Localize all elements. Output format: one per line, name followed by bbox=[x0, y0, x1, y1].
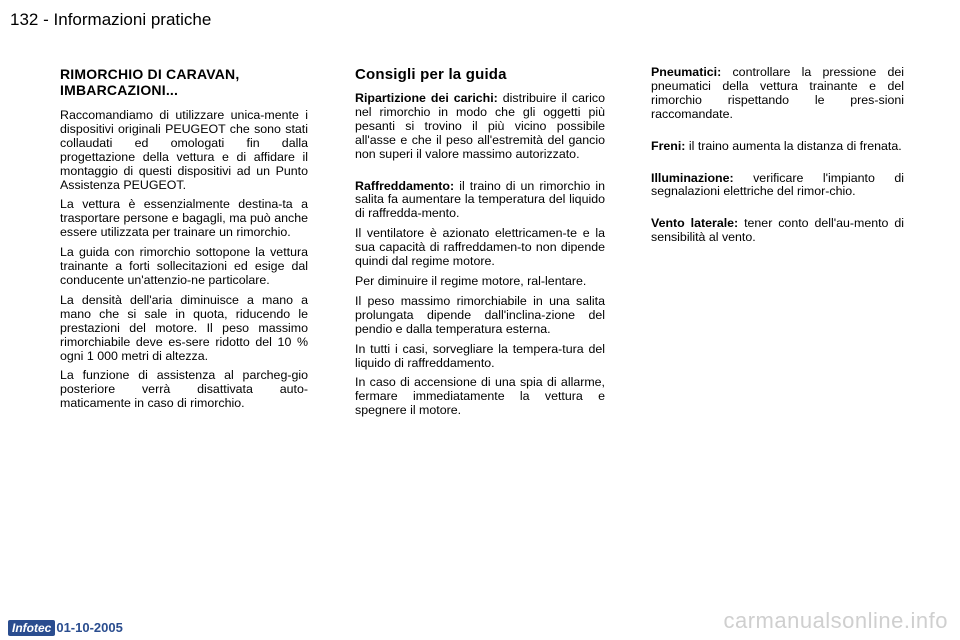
column-checks bbox=[651, 66, 904, 251]
cooling-text: il traino di un rimorchio in salita fa aumentare la temperatura del liquido di raffredda-mento. bbox=[355, 178, 605, 221]
watermark: carmanualsonline.info bbox=[723, 608, 948, 633]
paragraph-driver-attention: La guida con rimorchio sottopone la vettura trainante a forti sollecitazioni ed esige dal conducente un'attenzio-ne particolare. bbox=[60, 245, 308, 287]
footer-date: 01-10-2005 bbox=[56, 620, 123, 635]
infotec-logo: Infotec bbox=[8, 620, 55, 636]
paragraph-tyres bbox=[651, 66, 904, 122]
tyres-label: Pneumatici: bbox=[651, 65, 722, 79]
towing-heading bbox=[60, 66, 308, 98]
load-distribution-label: Ripartizione dei carichi: bbox=[355, 91, 498, 105]
lighting-label: Illuminazione: bbox=[651, 170, 734, 185]
paragraph-slow-down: Per diminuire il regime motore, ral-lentare. bbox=[355, 273, 587, 288]
brakes-text: il traino aumenta la distanza di frenata. bbox=[685, 138, 902, 153]
page-header bbox=[10, 10, 211, 30]
crosswind-label: Vento laterale: bbox=[651, 216, 739, 231]
brakes-label: Freni: bbox=[651, 138, 686, 153]
page-number: 132 bbox=[10, 10, 39, 29]
paragraph-vehicle-purpose: La vettura è essenzialmente destina-ta a trasportare persone e bagagli, ma può anche essere utilizzata per trainare un rimorchio. bbox=[60, 197, 308, 240]
paragraph-air-density: La densità dell'aria diminuisce a mano a mano che si sale in quota, riducendo le prestazioni del motore. Il peso massimo rimorchiabile deve es-sere ridotto del 10 % ogni 1 000 metri di altezza. bbox=[60, 292, 308, 363]
lighting-text: verificare l'impianto di segnalazioni elettriche del rimor-chio. bbox=[651, 170, 904, 199]
paragraph-lighting bbox=[651, 172, 904, 200]
cooling-label: Raffreddamento: bbox=[355, 178, 455, 193]
paragraph-cooling bbox=[355, 180, 605, 222]
column-towing-intro bbox=[60, 66, 308, 417]
column-driving-tips bbox=[355, 66, 605, 424]
paragraph-parking-assist: La funzione di assistenza al parcheg-gio posteriore verrà disattivata auto-maticamente in caso di rimorchio. bbox=[60, 368, 308, 411]
paragraph-fan: Il ventilatore è azionato elettricamen-te e la sua capacità di raffreddamen-to non dipende quindi dal regime motore. bbox=[355, 226, 605, 269]
paragraph-brakes bbox=[651, 140, 904, 154]
crosswind-text: tener conto dell'au-mento di sensibilità al vento. bbox=[651, 216, 905, 245]
load-distribution-text: distribuire il carico nel rimorchio in modo che gli oggetti più pesanti si trovino il più vicino possibile all'asse e che il peso all'estremità del gancio non superi il valore massimo autorizzato. bbox=[355, 91, 605, 161]
driving-tips-heading: Consigli per la guida bbox=[355, 66, 507, 83]
paragraph-slope-weight: Il peso massimo rimorchiabile in una salita prolungata dipende dall'inclina-zione del pendio e dalla temperatura esterna. bbox=[355, 293, 605, 336]
footer bbox=[8, 620, 123, 636]
paragraph-original-devices: Raccomandiamo di utilizzare unica-mente i dispositivi originali PEUGEOT che sono stati collaudati ed omologati fin dalla progettazione della vettura e di affidare il montaggio di questi dispositivi ad un Punto Assistenza PEUGEOT. bbox=[60, 108, 308, 192]
tyres-text: controllare la pressione dei pneumatici della vettura trainante e del rimorchio rispettando le pres-sioni raccomandate. bbox=[651, 65, 904, 121]
header-separator: - bbox=[43, 10, 49, 29]
paragraph-crosswind bbox=[651, 217, 904, 245]
towing-heading-line2: IMBARCAZIONI... bbox=[60, 82, 179, 98]
section-title: Informazioni pratiche bbox=[53, 10, 212, 29]
paragraph-monitor-coolant: In tutti i casi, sorvegliare la tempera-tura del liquido di raffreddamento. bbox=[355, 341, 605, 370]
towing-heading-line1: RIMORCHIO DI CARAVAN, bbox=[60, 66, 240, 82]
paragraph-load-distribution bbox=[355, 92, 605, 162]
paragraph-warning-light: In caso di accensione di una spia di allarme, fermare immediatamente la vettura e spegnere il motore. bbox=[355, 375, 605, 418]
